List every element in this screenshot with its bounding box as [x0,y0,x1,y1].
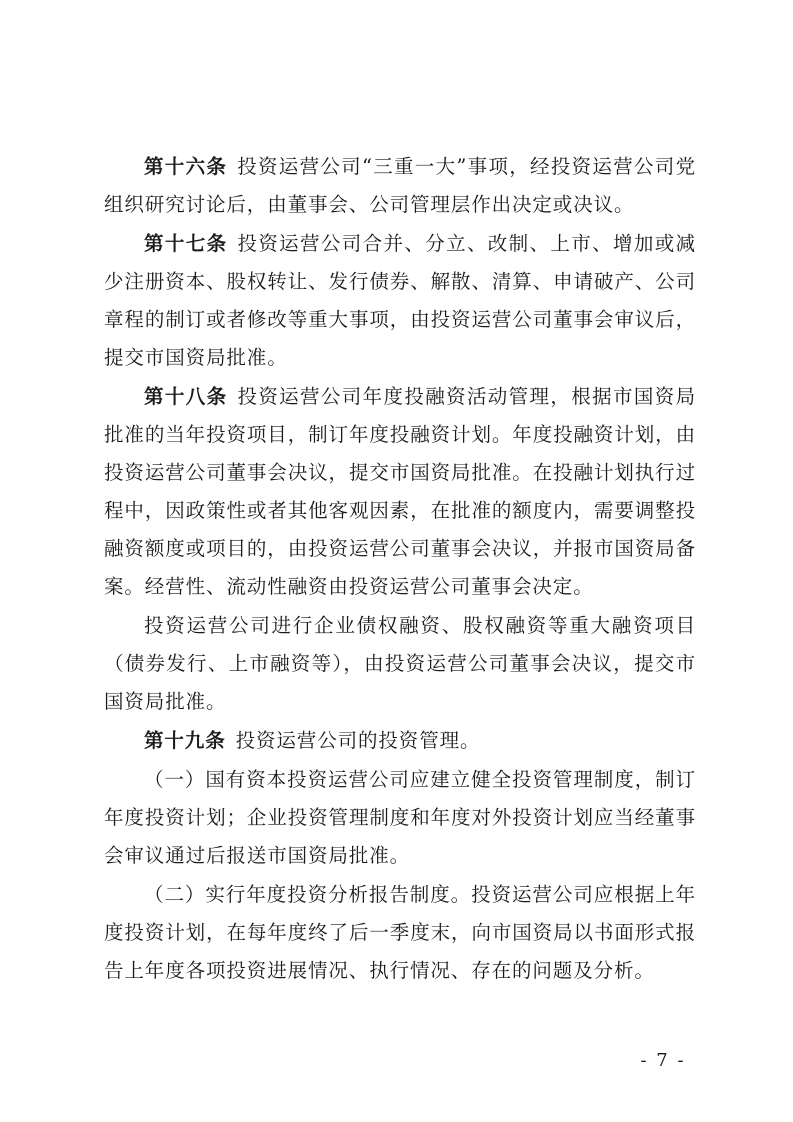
article-19-item-1-text: （一）国有资本投资运营公司应建立健全投资管理制度，制订年度投资计划；企业投资管理制度和年度对外投资计划应当经董事会审议通过后报送市国资局批准。 [104,768,696,867]
article-17-paragraph [104,225,696,377]
article-16-heading: 第十六条 [144,155,228,178]
article-18-paragraph [104,378,696,606]
article-18-text: 投资运营公司年度投融资活动管理，根据市国资局批准的当年投资项目，制订年度投融资计划。年度投融资计划，由投资运营公司董事会决议，提交市国资局批准。在投融计划执行过程中，因政策性或者其他客观因素，在批准的额度内，需要调整投融资额度或项目的，由投资运营公司董事会决议，并报市国资局备案。经营性、流动性融资由投资运营公司董事会决定。 [104,385,696,598]
article-16-paragraph [104,148,696,224]
page-number: - 7 - [640,1050,686,1071]
article-17-text: 投资运营公司合并、分立、改制、上市、增加或减少注册资本、股权转让、发行债券、解散、清算、申请破产、公司章程的制订或者修改等重大事项，由投资运营公司董事会审议后，提交市国资局批准。 [104,232,696,369]
article-18-financing-text: 投资运营公司进行企业债权融资、股权融资等重大融资项目（债券发行、上市融资等），由投资运营公司董事会决议，提交市国资局批准。 [104,614,696,713]
article-19-text: 投资运营公司的投资管理。 [235,729,481,752]
article-19-item-1-paragraph [104,761,696,875]
article-17-heading: 第十七条 [144,232,228,255]
article-16-text: 投资运营公司“三重一大”事项，经投资运营公司党组织研究讨论后，由董事会、公司管理层作出决定或决议。 [104,155,696,216]
article-19-paragraph [104,722,696,760]
article-19-item-2-paragraph [104,876,696,990]
article-18-heading: 第十八条 [144,385,228,408]
document-body [104,148,696,991]
article-18-financing-paragraph [104,607,696,721]
article-19-heading: 第十九条 [144,729,226,752]
article-19-item-2-text: （二）实行年度投资分析报告制度。投资运营公司应根据上年度投资计划，在每年度终了后一季度末，向市国资局以书面形式报告上年度各项投资进展情况、执行情况、存在的问题及分析。 [104,883,696,982]
